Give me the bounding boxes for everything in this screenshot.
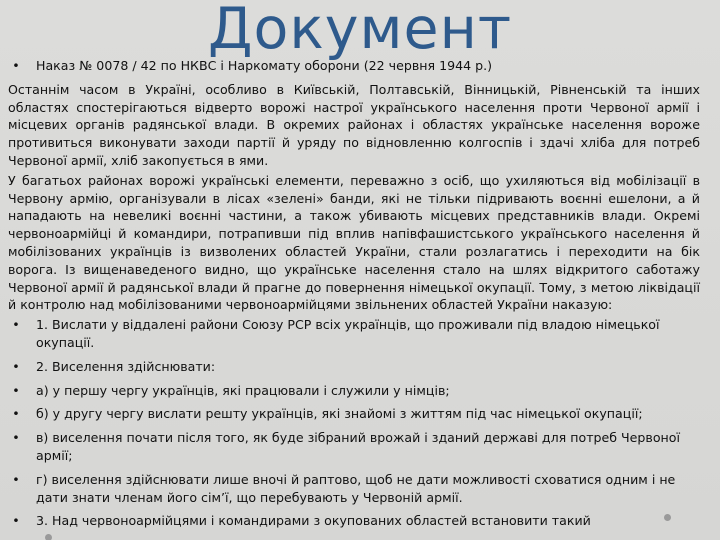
list-item bbox=[8, 512, 708, 530]
slide-title: Документ bbox=[207, 0, 513, 62]
bullet-icon: • bbox=[12, 471, 20, 487]
list-item-text: а) у першу чергу українців, які працювали і служили у німців; bbox=[36, 382, 450, 398]
slide-content bbox=[8, 57, 708, 536]
bullet-icon: • bbox=[12, 513, 20, 529]
list-item-text: 2. Виселення здійснювати: bbox=[36, 358, 216, 374]
bullet-icon: • bbox=[12, 382, 20, 398]
list-item-text: 3. Над червоноармійцями і командирами з окупованих областей встановити такий bbox=[36, 513, 591, 529]
list-item-text: в) виселення почати після того, як буде зібраний врожай і зданий державі для потреб Червоної армії; bbox=[36, 430, 680, 463]
header-item bbox=[8, 57, 708, 75]
list-item bbox=[8, 358, 708, 376]
header-item-text: Наказ № 0078 / 42 по НКВС і Наркомату оборони (22 червня 1944 р.) bbox=[36, 58, 493, 73]
list-item bbox=[8, 471, 708, 507]
list-item bbox=[8, 405, 708, 423]
list-item-text: б) у другу чергу вислати решту українців, які знайомі з життям під час німецької окупації; bbox=[36, 406, 643, 422]
paragraph-1: Останнім часом в Україні, особливо в Київській, Полтавській, Вінницькій, Рівненській та інших областях спостерігаються відверто ворожі настрої українського населення проти Червоної армії і місцевих органів радянської влади. В окремих районах і областях українське населення вороже противиться виконувати заходи партії й уряду по відновленню колгоспів і здачі хліба для потреб Червоної армії, хліб закопується в ями. bbox=[8, 81, 700, 168]
decorative-dot bbox=[45, 534, 52, 540]
bullet-icon: • bbox=[12, 58, 20, 73]
list-item bbox=[8, 429, 708, 465]
paragraph-2: У багатьох районах ворожі українські елементи, переважно з осіб, що ухиляються від мобілізації в Червону армію, організували в лісах «зелені» банди, які не тільки підривають воєнні ешелони, а й нападають на невеликі воєнні частини, а також убивають місцевих представників влади. Окремі червоноармійці й командири, потрапивши під вплив напівфашистського українського населення й мобілізованих українців із визволених областей України, стали розлагатись і переходити на бік ворога. Із вищенаведеного видно, що українське населення стало на шлях відкритого саботажу Червоної армії й радянської влади й прагне до повернення німецької окупації. Тому, з метою ліквідації й контролю над мобілізованими червоноармійцями звільнених областей України наказую: bbox=[8, 172, 700, 313]
bullet-icon: • bbox=[12, 430, 20, 446]
list-item-text: 1. Вислати у віддалені райони Союзу РСР всіх українців, що проживали під владою німецької окупації. bbox=[36, 317, 660, 350]
bullet-icon: • bbox=[12, 358, 20, 374]
decorative-dot bbox=[664, 514, 671, 521]
list-item bbox=[8, 382, 708, 400]
list-item-text: г) виселення здійснювати лише вночі й раптово, щоб не дати можливості сховатися одним і не дати знати членам його сім’ї, що перебувають у Червоній армії. bbox=[36, 471, 676, 505]
bullet-icon: • bbox=[12, 317, 20, 333]
bullet-icon: • bbox=[12, 406, 20, 422]
list-item bbox=[8, 316, 708, 352]
